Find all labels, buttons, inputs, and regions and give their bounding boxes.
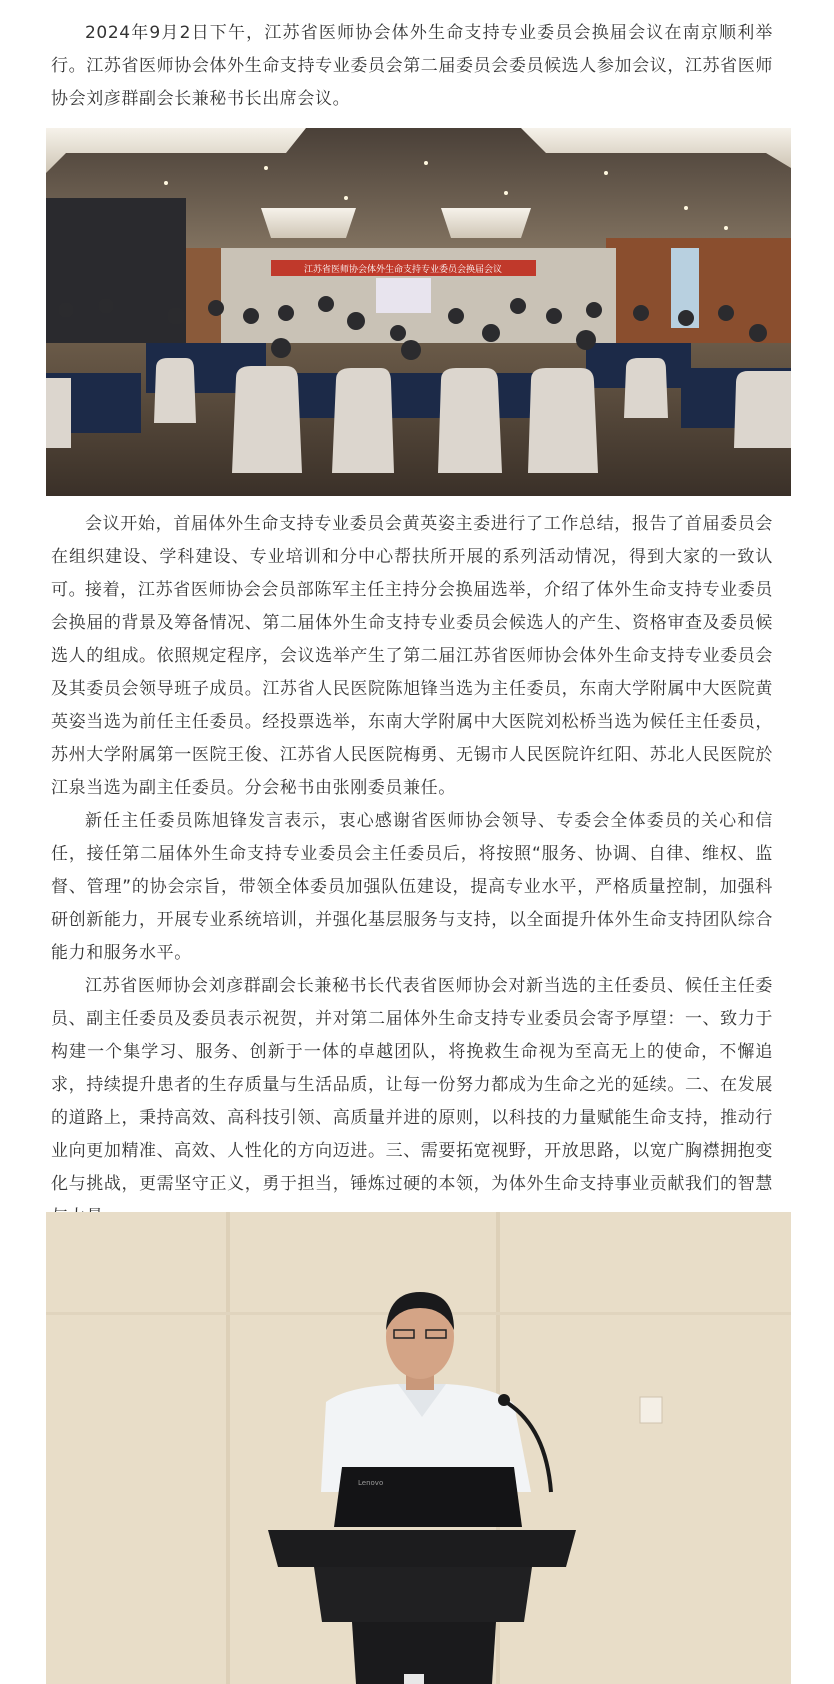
meeting-banner-text: 江苏省医师协会体外生命支持专业委员会换届会议 (303, 265, 503, 275)
meeting-hall-photo (46, 128, 791, 496)
paragraph-opening: 会议开始，首届体外生命支持专业委员会黄英姿主委进行了工作总结，报告了首届委员会在组织建设、学科建设、专业培训和分中心帮扶所开展的系列活动情况，得到大家的一致认可。 (51, 514, 773, 600)
paragraph-speech: 新任主任委员陈旭锋发言表示，衷心感谢省医师协会领导、专委会全体委员的关心和信任，接任第二届体外生命支持专业委员会主任委员后，将按照“服务、协调、自律、维权、监督、管理”的协会宗旨，带领全体委员加强队伍建设，提高专业水平，严格质量控制，加强科研创新能力，开展专业系统培训，并强化基层服务与支持，以全面提升体外生命支持团队综合能力和服务水平。 (51, 811, 773, 963)
paragraph-election: 接着，江苏省医师协会会员部陈军主任主持分会换届选举，介绍了体外生命支持专业委员会换届的背景及筹备情况、第二届体外生命支持专业委员会候选人的产生、资格审查及委员候选人的组成。依照规定程序，会议选举产生了第二届江苏省医师协会体外生命支持专业委员会及其委员会领导班子成员。江苏省人民医院陈旭锋当选为主任委员，东南大学附属中大医院黄英姿当选为前任主任委员。经投票选举，东南大学附属中大医院刘松桥当选为候任主任委员，苏州大学附属第一医院王俊、江苏省人民医院梅勇、无锡市人民医院许红阳、苏北人民医院於江泉当选为副主任委员。分会秘书由张刚委员兼任。 (51, 580, 773, 798)
laptop-brand-text: Lenovo (358, 1479, 384, 1487)
paragraph-congrats: 江苏省医师协会刘彦群副会长兼秘书长代表省医师协会对新当选的主任委员、候任主任委员、副主任委员及委员表示祝贺，并对第二届体外生命支持专业委员会寄予厚望：一、致力于构建一个集学习、服务、创新于一体的卓越团队，将挽救生命视为至高无上的使命，不懈追求，持续提升患者的生存质量与生活品质，让每一份努力都成为生命之光的延续。二、在发展的道路上，秉持高效、高科技引领、高质量并进的原则，以科技的力量赋能生命支持，推动行业向更加精准、高效、人性化的方向迈进。三、需要拓宽视野，开放思路，以宽广胸襟拥抱变化与挑战，更需坚守正义，勇于担当，锤炼过硬的本领，为体外生命支持事业贡献我们的智慧 (51, 976, 773, 1194)
paragraph-intro: 2024年9月2日下午，江苏省医师协会体外生命支持专业委员会换届会议在南京顺利举行。江苏省医师协会体外生命支持专业委员会第二届委员会委员候选人参加会议，江苏省医师协会刘彦群副会长兼秘书长出席会议。 (51, 23, 773, 109)
speaker-at-podium-photo (46, 1212, 791, 1684)
